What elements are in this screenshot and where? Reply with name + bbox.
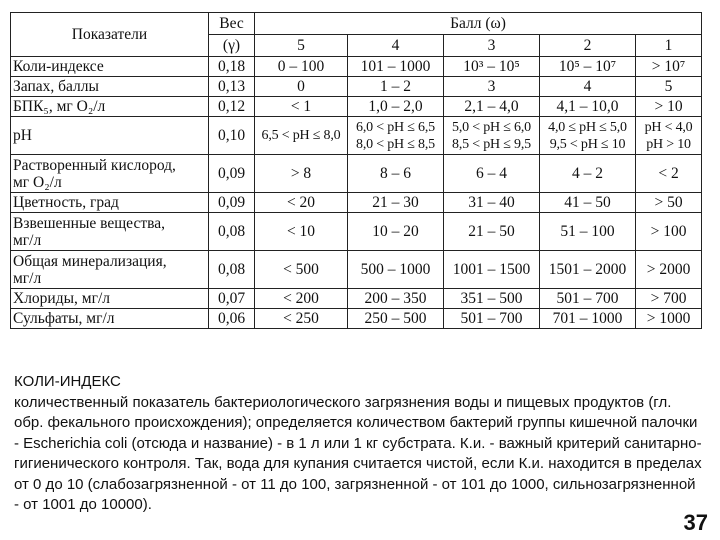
row-score-value: > 1000 [636,309,702,329]
row-weight: 0,08 [209,213,255,251]
table-row [11,97,702,117]
row-score-value: > 10⁷ [636,57,702,77]
row-score-value: 200 – 350 [348,289,444,309]
row-score-value: 2,1 – 4,0 [444,97,540,117]
table-body [11,57,702,329]
row-score-value: 21 – 30 [348,193,444,213]
row-score-value: < 20 [255,193,348,213]
row-indicator-name: Общая минерализация, мг/л [11,251,209,289]
table-row [11,193,702,213]
row-score-value: 701 – 1000 [540,309,636,329]
row-score-value: 3 [444,77,540,97]
table-row [11,117,702,155]
row-indicator-name: БПК₅, мг О₂/л [11,97,209,117]
row-score-value: 10³ – 10⁵ [444,57,540,77]
header-score-2: 2 [540,35,636,57]
definition-text: количественный показатель бактериологического загрязнения воды и пищевых продуктов (гл. обр. фекального происхождения); определяется количеством бактерий группы кишечной палочки - Escherichia coli (отсюда и название) - в 1 л или 1 кг субстрата. К.и. - важный критерий санитарно-гигиенического контроля. Так, вода для купания считается чистой, если К.и. находится в пределах от 0 до 10 (слабозагрязненной - от 11 до 100, загрязненной - от 101 до 1000, сильнозагрязненной - от 1001 до 10000). [14,393,702,513]
page-number: 37 [683,510,708,535]
row-score-value: > 8 [255,155,348,193]
header-score: Балл (ω) [255,13,702,35]
row-indicator-name: Растворенный кислород, мг О₂/л [11,155,209,193]
row-score-value: 0 [255,77,348,97]
table-row [11,77,702,97]
row-score-value: 4,1 – 10,0 [540,97,636,117]
row-score-value: < 2 [636,155,702,193]
table-row [11,57,702,77]
row-score-value: 501 – 700 [540,289,636,309]
row-score-value: 351 – 500 [444,289,540,309]
row-score-value: 1501 – 2000 [540,251,636,289]
row-weight: 0,06 [209,309,255,329]
table-row [11,251,702,289]
row-score-value: 501 – 700 [444,309,540,329]
row-score-value: 4,0 ≤ pH ≤ 5,0 9,5 < pH ≤ 10 [540,117,636,155]
row-score-value: > 50 [636,193,702,213]
row-score-value: 5 [636,77,702,97]
table-row [11,289,702,309]
table-row [11,213,702,251]
row-score-value: > 700 [636,289,702,309]
row-score-value: 6 – 4 [444,155,540,193]
row-weight: 0,08 [209,251,255,289]
row-indicator-name: Коли-индексе [11,57,209,77]
row-score-value: 4 – 2 [540,155,636,193]
definition-term: КОЛИ-ИНДЕКС [14,373,121,390]
row-weight: 0,10 [209,117,255,155]
row-score-value: < 10 [255,213,348,251]
row-score-value: 6,0 < pH ≤ 6,5 8,0 < pH ≤ 8,5 [348,117,444,155]
row-indicator-name: pH [11,117,209,155]
definition-block [14,372,704,516]
row-score-value: 5,0 < pH ≤ 6,0 8,5 < pH ≤ 9,5 [444,117,540,155]
row-score-value: 250 – 500 [348,309,444,329]
row-score-value: 21 – 50 [444,213,540,251]
header-weight: Вес [209,13,255,35]
table-row [11,309,702,329]
row-weight: 0,09 [209,193,255,213]
row-score-value: < 250 [255,309,348,329]
header-score-1: 1 [636,35,702,57]
row-score-value: < 500 [255,251,348,289]
row-indicator-name: Цветность, град [11,193,209,213]
row-score-value: 1001 – 1500 [444,251,540,289]
row-score-value: 41 – 50 [540,193,636,213]
row-score-value: 1 – 2 [348,77,444,97]
row-score-value: > 10 [636,97,702,117]
row-score-value: 0 – 100 [255,57,348,77]
row-indicator-name: Запах, баллы [11,77,209,97]
row-score-value: > 100 [636,213,702,251]
header-score-5: 5 [255,35,348,57]
header-indicator: Показатели [11,13,209,57]
row-score-value: 1,0 – 2,0 [348,97,444,117]
row-weight: 0,12 [209,97,255,117]
row-weight: 0,18 [209,57,255,77]
row-score-value: 101 – 1000 [348,57,444,77]
row-score-value: 10⁵ – 10⁷ [540,57,636,77]
row-score-value: 31 – 40 [444,193,540,213]
header-weight-symbol: (γ) [209,35,255,57]
table-row [11,155,702,193]
row-score-value: < 1 [255,97,348,117]
row-score-value: 8 – 6 [348,155,444,193]
row-score-value: > 2000 [636,251,702,289]
row-weight: 0,09 [209,155,255,193]
row-indicator-name: Взвешенные вещества, мг/л [11,213,209,251]
row-score-value: < 200 [255,289,348,309]
header-score-4: 4 [348,35,444,57]
row-score-value: 4 [540,77,636,97]
row-score-value: 51 – 100 [540,213,636,251]
water-quality-table [10,12,702,329]
header-score-3: 3 [444,35,540,57]
row-score-value: 6,5 < pH ≤ 8,0 [255,117,348,155]
row-score-value: 500 – 1000 [348,251,444,289]
row-indicator-name: Сульфаты, мг/л [11,309,209,329]
row-indicator-name: Хлориды, мг/л [11,289,209,309]
row-score-value: 10 – 20 [348,213,444,251]
row-score-value: pH < 4,0 pH > 10 [636,117,702,155]
row-weight: 0,07 [209,289,255,309]
row-weight: 0,13 [209,77,255,97]
